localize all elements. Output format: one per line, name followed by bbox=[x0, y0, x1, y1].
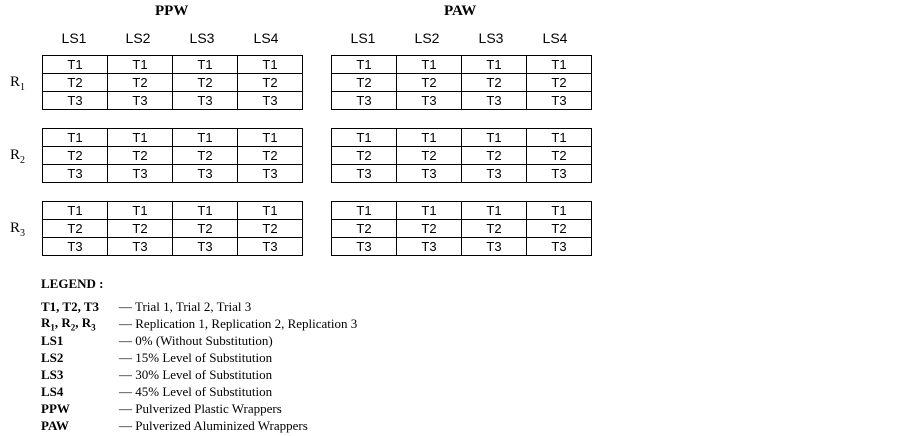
column-header: LS4 bbox=[542, 30, 568, 46]
trial-cell: T1 bbox=[173, 129, 238, 147]
table-row bbox=[43, 202, 303, 220]
column-header: LS1 bbox=[61, 30, 87, 46]
legend-key: $R_1$, $R_2$, $R_3$ bbox=[41, 314, 96, 333]
trial-cell: T1 bbox=[332, 202, 397, 220]
trial-cell: T3 bbox=[108, 238, 173, 256]
trial-cell: T1 bbox=[238, 202, 303, 220]
table-row bbox=[332, 202, 592, 220]
trial-cell: T2 bbox=[332, 74, 397, 92]
trial-cell: T3 bbox=[332, 165, 397, 183]
trial-cell: T2 bbox=[527, 74, 592, 92]
legend-value: — 15% Level of Substitution bbox=[119, 349, 273, 365]
legend-value: — 0% (Without Substitution) bbox=[119, 332, 273, 348]
trial-cell: T3 bbox=[527, 92, 592, 110]
trial-cell: T3 bbox=[108, 165, 173, 183]
trial-cell: T1 bbox=[397, 202, 462, 220]
legend-value: — Pulverized Plastic Wrappers bbox=[119, 400, 282, 416]
trial-cell: T2 bbox=[397, 74, 462, 92]
trial-cell: T3 bbox=[462, 238, 527, 256]
trial-cell: T3 bbox=[238, 238, 303, 256]
trial-table bbox=[42, 201, 303, 256]
trial-cell: T2 bbox=[462, 147, 527, 165]
table-row bbox=[332, 147, 592, 165]
legend-row bbox=[41, 298, 357, 315]
legend-row bbox=[41, 366, 357, 383]
legend-value: — Replication 1, Replication 2, Replication 3 bbox=[119, 315, 358, 331]
table-row bbox=[43, 56, 303, 74]
column-header: LS2 bbox=[414, 30, 440, 46]
column-header: LS3 bbox=[478, 30, 504, 46]
table-row bbox=[43, 129, 303, 147]
table-row bbox=[332, 129, 592, 147]
trial-cell: T3 bbox=[173, 92, 238, 110]
trial-cell: T2 bbox=[238, 147, 303, 165]
trial-cell: T1 bbox=[527, 202, 592, 220]
column-header: LS1 bbox=[350, 30, 376, 46]
trial-cell: T2 bbox=[43, 74, 108, 92]
trial-cell: T3 bbox=[397, 165, 462, 183]
trial-cell: T2 bbox=[397, 220, 462, 238]
trial-cell: T1 bbox=[238, 56, 303, 74]
legend bbox=[41, 276, 357, 434]
table-row bbox=[43, 165, 303, 183]
replication-label-2: $R_2$ bbox=[10, 147, 26, 166]
table-row bbox=[332, 56, 592, 74]
trial-cell: T1 bbox=[108, 56, 173, 74]
trial-table bbox=[331, 201, 592, 256]
table-row bbox=[43, 220, 303, 238]
trial-cell: T3 bbox=[43, 165, 108, 183]
trial-cell: T1 bbox=[527, 129, 592, 147]
trial-cell: T2 bbox=[173, 147, 238, 165]
trial-cell: T3 bbox=[238, 165, 303, 183]
trial-cell: T3 bbox=[527, 165, 592, 183]
trial-cell: T2 bbox=[108, 147, 173, 165]
table-row bbox=[332, 238, 592, 256]
column-header: LS3 bbox=[189, 30, 215, 46]
legend-title: LEGEND : bbox=[41, 276, 104, 291]
trial-table bbox=[42, 128, 303, 183]
trial-cell: T2 bbox=[173, 220, 238, 238]
trial-cell: T3 bbox=[462, 165, 527, 183]
legend-key: LS2 bbox=[41, 349, 64, 365]
trial-cell: T2 bbox=[397, 147, 462, 165]
trial-cell: T2 bbox=[462, 220, 527, 238]
trial-cell: T3 bbox=[173, 238, 238, 256]
legend-row bbox=[41, 315, 357, 332]
trial-cell: T2 bbox=[332, 220, 397, 238]
trial-cell: T3 bbox=[173, 165, 238, 183]
trial-cell: T3 bbox=[332, 238, 397, 256]
table-row bbox=[43, 92, 303, 110]
table-row bbox=[43, 238, 303, 256]
trial-cell: T2 bbox=[527, 220, 592, 238]
trial-table bbox=[42, 55, 303, 110]
replication-label-1: $R_1$ bbox=[10, 74, 26, 93]
legend-row bbox=[41, 349, 357, 366]
trial-cell: T2 bbox=[43, 147, 108, 165]
trial-cell: T2 bbox=[173, 74, 238, 92]
column-header: LS4 bbox=[253, 30, 279, 46]
legend-key: T1, T2, T3 bbox=[41, 298, 100, 314]
trial-cell: T1 bbox=[462, 56, 527, 74]
table-row bbox=[332, 165, 592, 183]
table-row bbox=[43, 74, 303, 92]
legend-key: LS4 bbox=[41, 383, 64, 399]
trial-cell: T3 bbox=[397, 238, 462, 256]
legend-value: — 45% Level of Substitution bbox=[119, 383, 273, 399]
trial-cell: T3 bbox=[397, 92, 462, 110]
legend-row bbox=[41, 332, 357, 349]
trial-cell: T1 bbox=[332, 56, 397, 74]
trial-cell: T3 bbox=[108, 92, 173, 110]
trial-cell: T2 bbox=[462, 74, 527, 92]
trial-cell: T1 bbox=[332, 129, 397, 147]
trial-cell: T1 bbox=[173, 202, 238, 220]
legend-key: LS3 bbox=[41, 366, 64, 382]
trial-cell: T1 bbox=[397, 56, 462, 74]
trial-cell: T2 bbox=[332, 147, 397, 165]
legend-key: PPW bbox=[41, 400, 70, 416]
trial-cell: T2 bbox=[238, 74, 303, 92]
table-row bbox=[43, 147, 303, 165]
legend-key: PAW bbox=[41, 417, 69, 433]
trial-cell: T2 bbox=[108, 220, 173, 238]
trial-cell: T3 bbox=[238, 92, 303, 110]
trial-cell: T1 bbox=[108, 129, 173, 147]
trial-cell: T2 bbox=[108, 74, 173, 92]
group-title-paw: PAW bbox=[444, 3, 477, 19]
trial-cell: T2 bbox=[43, 220, 108, 238]
legend-row bbox=[41, 417, 357, 434]
trial-cell: T2 bbox=[238, 220, 303, 238]
table-row bbox=[332, 220, 592, 238]
legend-value: — Pulverized Aluminized Wrappers bbox=[119, 417, 308, 433]
legend-row bbox=[41, 400, 357, 417]
trial-cell: T3 bbox=[462, 92, 527, 110]
trial-cell: T1 bbox=[173, 56, 238, 74]
table-row bbox=[332, 74, 592, 92]
trial-cell: T1 bbox=[527, 56, 592, 74]
legend-value: — 30% Level of Substitution bbox=[119, 366, 273, 382]
trial-cell: T2 bbox=[527, 147, 592, 165]
trial-cell: T1 bbox=[43, 129, 108, 147]
trial-cell: T3 bbox=[43, 238, 108, 256]
trial-cell: T3 bbox=[43, 92, 108, 110]
column-header: LS2 bbox=[125, 30, 151, 46]
table-row bbox=[332, 92, 592, 110]
trial-cell: T3 bbox=[332, 92, 397, 110]
trial-cell: T1 bbox=[108, 202, 173, 220]
trial-cell: T1 bbox=[238, 129, 303, 147]
trial-cell: T1 bbox=[462, 202, 527, 220]
trial-cell: T1 bbox=[462, 129, 527, 147]
trial-table bbox=[331, 55, 592, 110]
group-title-ppw: PPW bbox=[155, 3, 189, 19]
trial-cell: T3 bbox=[527, 238, 592, 256]
trial-cell: T1 bbox=[397, 129, 462, 147]
replication-label-3: $R_3$ bbox=[10, 220, 26, 239]
legend-key: LS1 bbox=[41, 332, 64, 348]
trial-cell: T1 bbox=[43, 202, 108, 220]
legend-row bbox=[41, 383, 357, 400]
trial-table bbox=[331, 128, 592, 183]
legend-rows bbox=[41, 298, 357, 434]
legend-value: — Trial 1, Trial 2, Trial 3 bbox=[119, 298, 252, 314]
trial-cell: T1 bbox=[43, 56, 108, 74]
